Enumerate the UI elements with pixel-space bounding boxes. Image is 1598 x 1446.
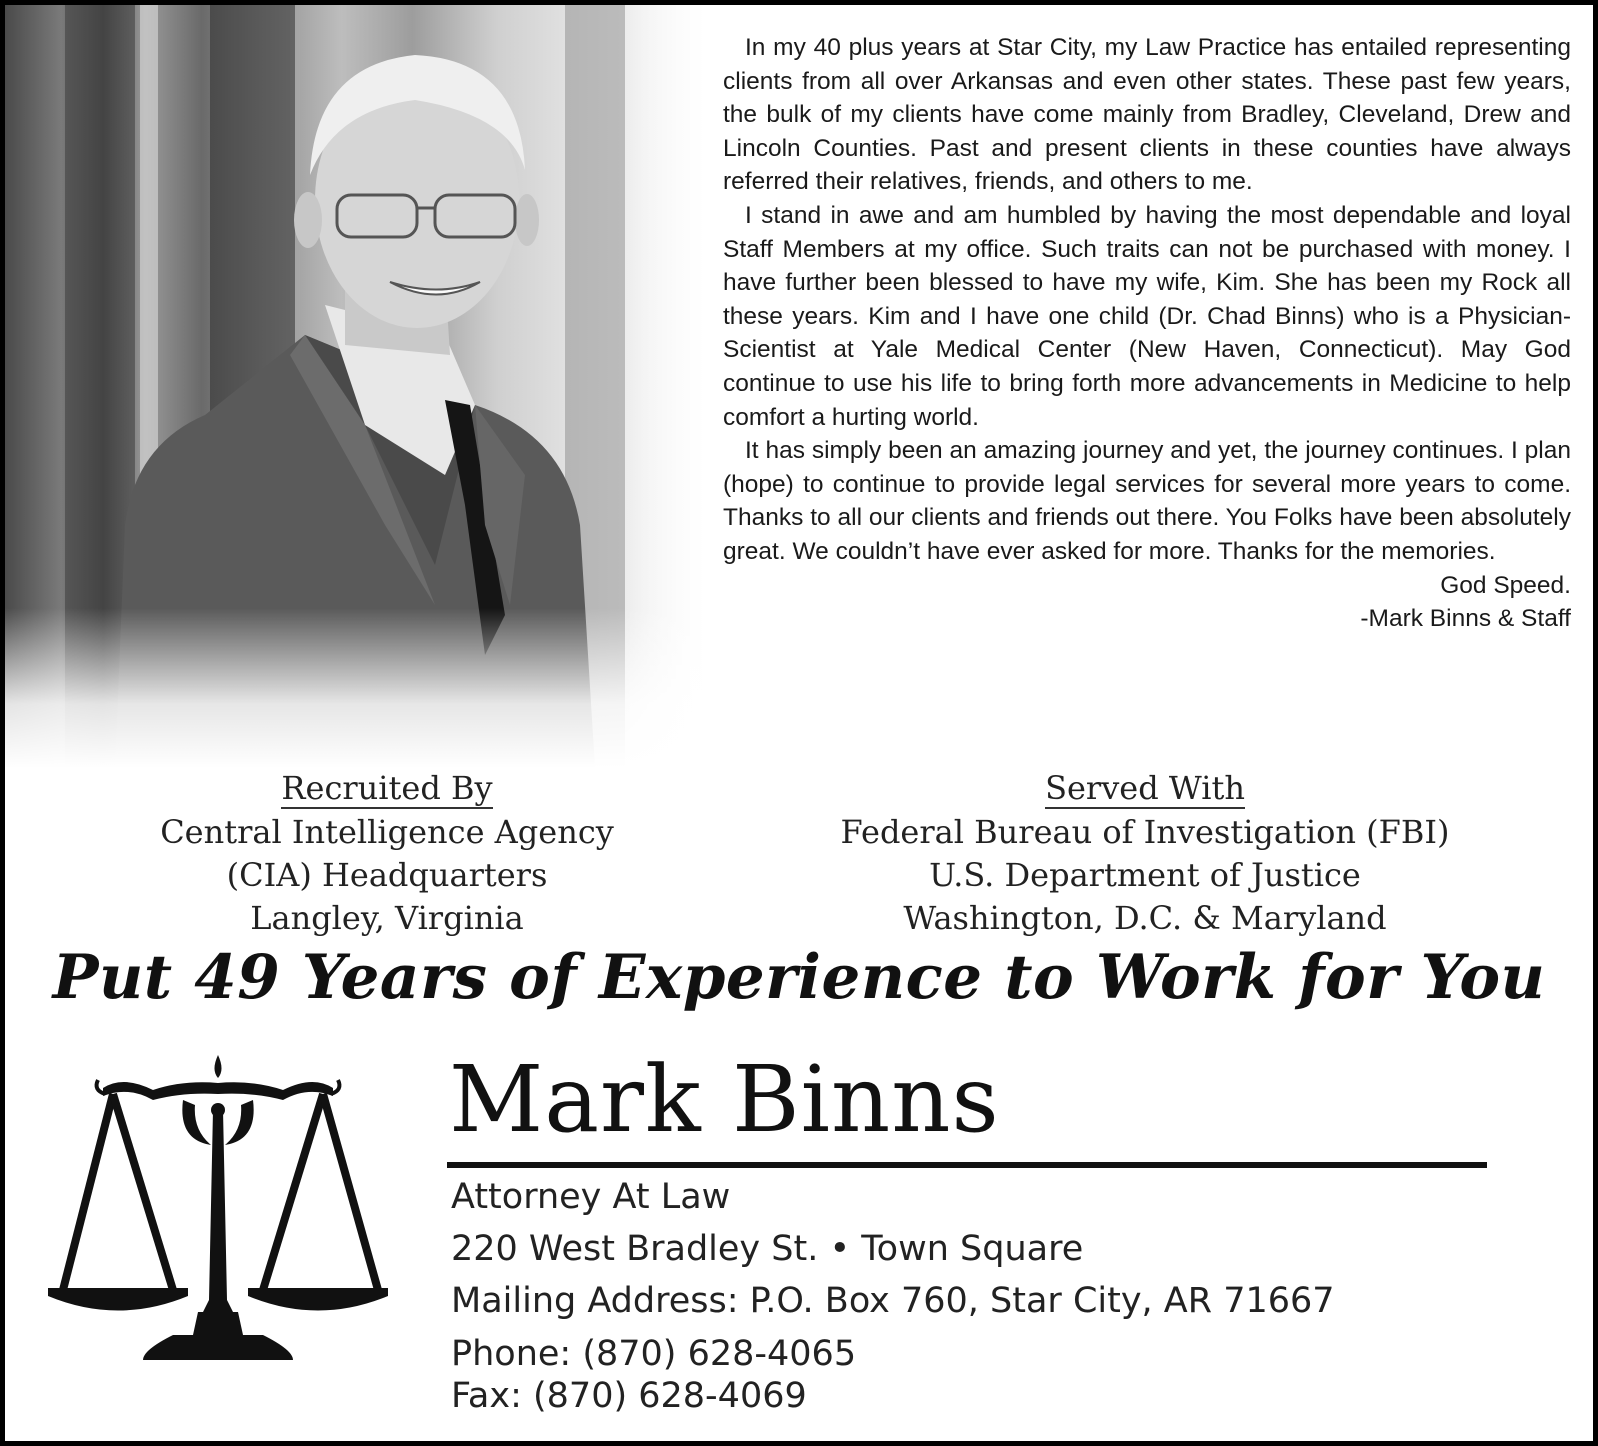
recruited-by-block xyxy=(77,767,697,940)
fax-number: Fax: (870) 628-4069 xyxy=(451,1376,807,1416)
letter-signature: -Mark Binns & Staff xyxy=(1360,605,1571,633)
recruited-by-line: (CIA) Headquarters xyxy=(226,856,548,894)
served-with-line: U.S. Department of Justice xyxy=(929,856,1361,894)
letter-paragraph: I stand in awe and am humbled by having the most dependable and loyal Staff Members at my office. Such traits can not be purchased with money. I have further been blessed to have my wife, Kim. She has been my Rock all these years. Kim and I have one child (Dr. Chad Binns) who is a Physician-Scientist at Yale Medical Center (New Haven, Connecticut). May God continue to use his life to bring forth more advancements in Medicine to help comfort a hurting world. xyxy=(723,201,1571,431)
personal-letter xyxy=(723,31,1571,636)
street-address: 220 West Bradley St. • Town Square xyxy=(451,1229,1084,1269)
scales-of-justice-icon xyxy=(43,1050,393,1380)
mailing-address: Mailing Address: P.O. Box 760, Star City, AR 71667 xyxy=(451,1281,1335,1321)
recruited-by-line: Central Intelligence Agency xyxy=(160,813,614,851)
attorney-name: Mark Binns xyxy=(449,1046,1000,1153)
served-with-heading: Served With xyxy=(1045,769,1245,807)
recruited-by-heading: Recruited By xyxy=(281,769,493,807)
attorney-title: Attorney At Law xyxy=(451,1177,731,1217)
attorney-portrait-photo xyxy=(5,5,707,768)
letter-paragraph: It has simply been an amazing journey and yet, the journey continues. I plan (hope) to continue to provide legal services for several more years to come. Thanks to all our clients and friends out there. You Folks have been absolutely great. We couldn’t have ever asked for more. Thanks for the memories. xyxy=(723,437,1571,565)
advertisement xyxy=(5,5,1593,1441)
served-with-line: Federal Bureau of Investigation (FBI) xyxy=(840,813,1450,851)
name-underline xyxy=(447,1162,1487,1168)
served-with-line: Washington, D.C. & Maryland xyxy=(903,899,1387,937)
phone-number: Phone: (870) 628-4065 xyxy=(451,1334,857,1374)
recruited-by-line: Langley, Virginia xyxy=(250,899,524,937)
letter-paragraph: In my 40 plus years at Star City, my Law Practice has entailed representing clients from all over Arkansas and even other states. These past few years, the bulk of my clients have come mainly from Bradley, Cleveland, Drew and Lincoln Counties. Past and present clients in these counties have always referred their relatives, friends, and others to me. xyxy=(723,34,1571,196)
served-with-block xyxy=(785,767,1505,940)
headline: Put 49 Years of Experience to Work for You xyxy=(52,942,1546,1013)
letter-closing: God Speed. xyxy=(1440,571,1571,599)
